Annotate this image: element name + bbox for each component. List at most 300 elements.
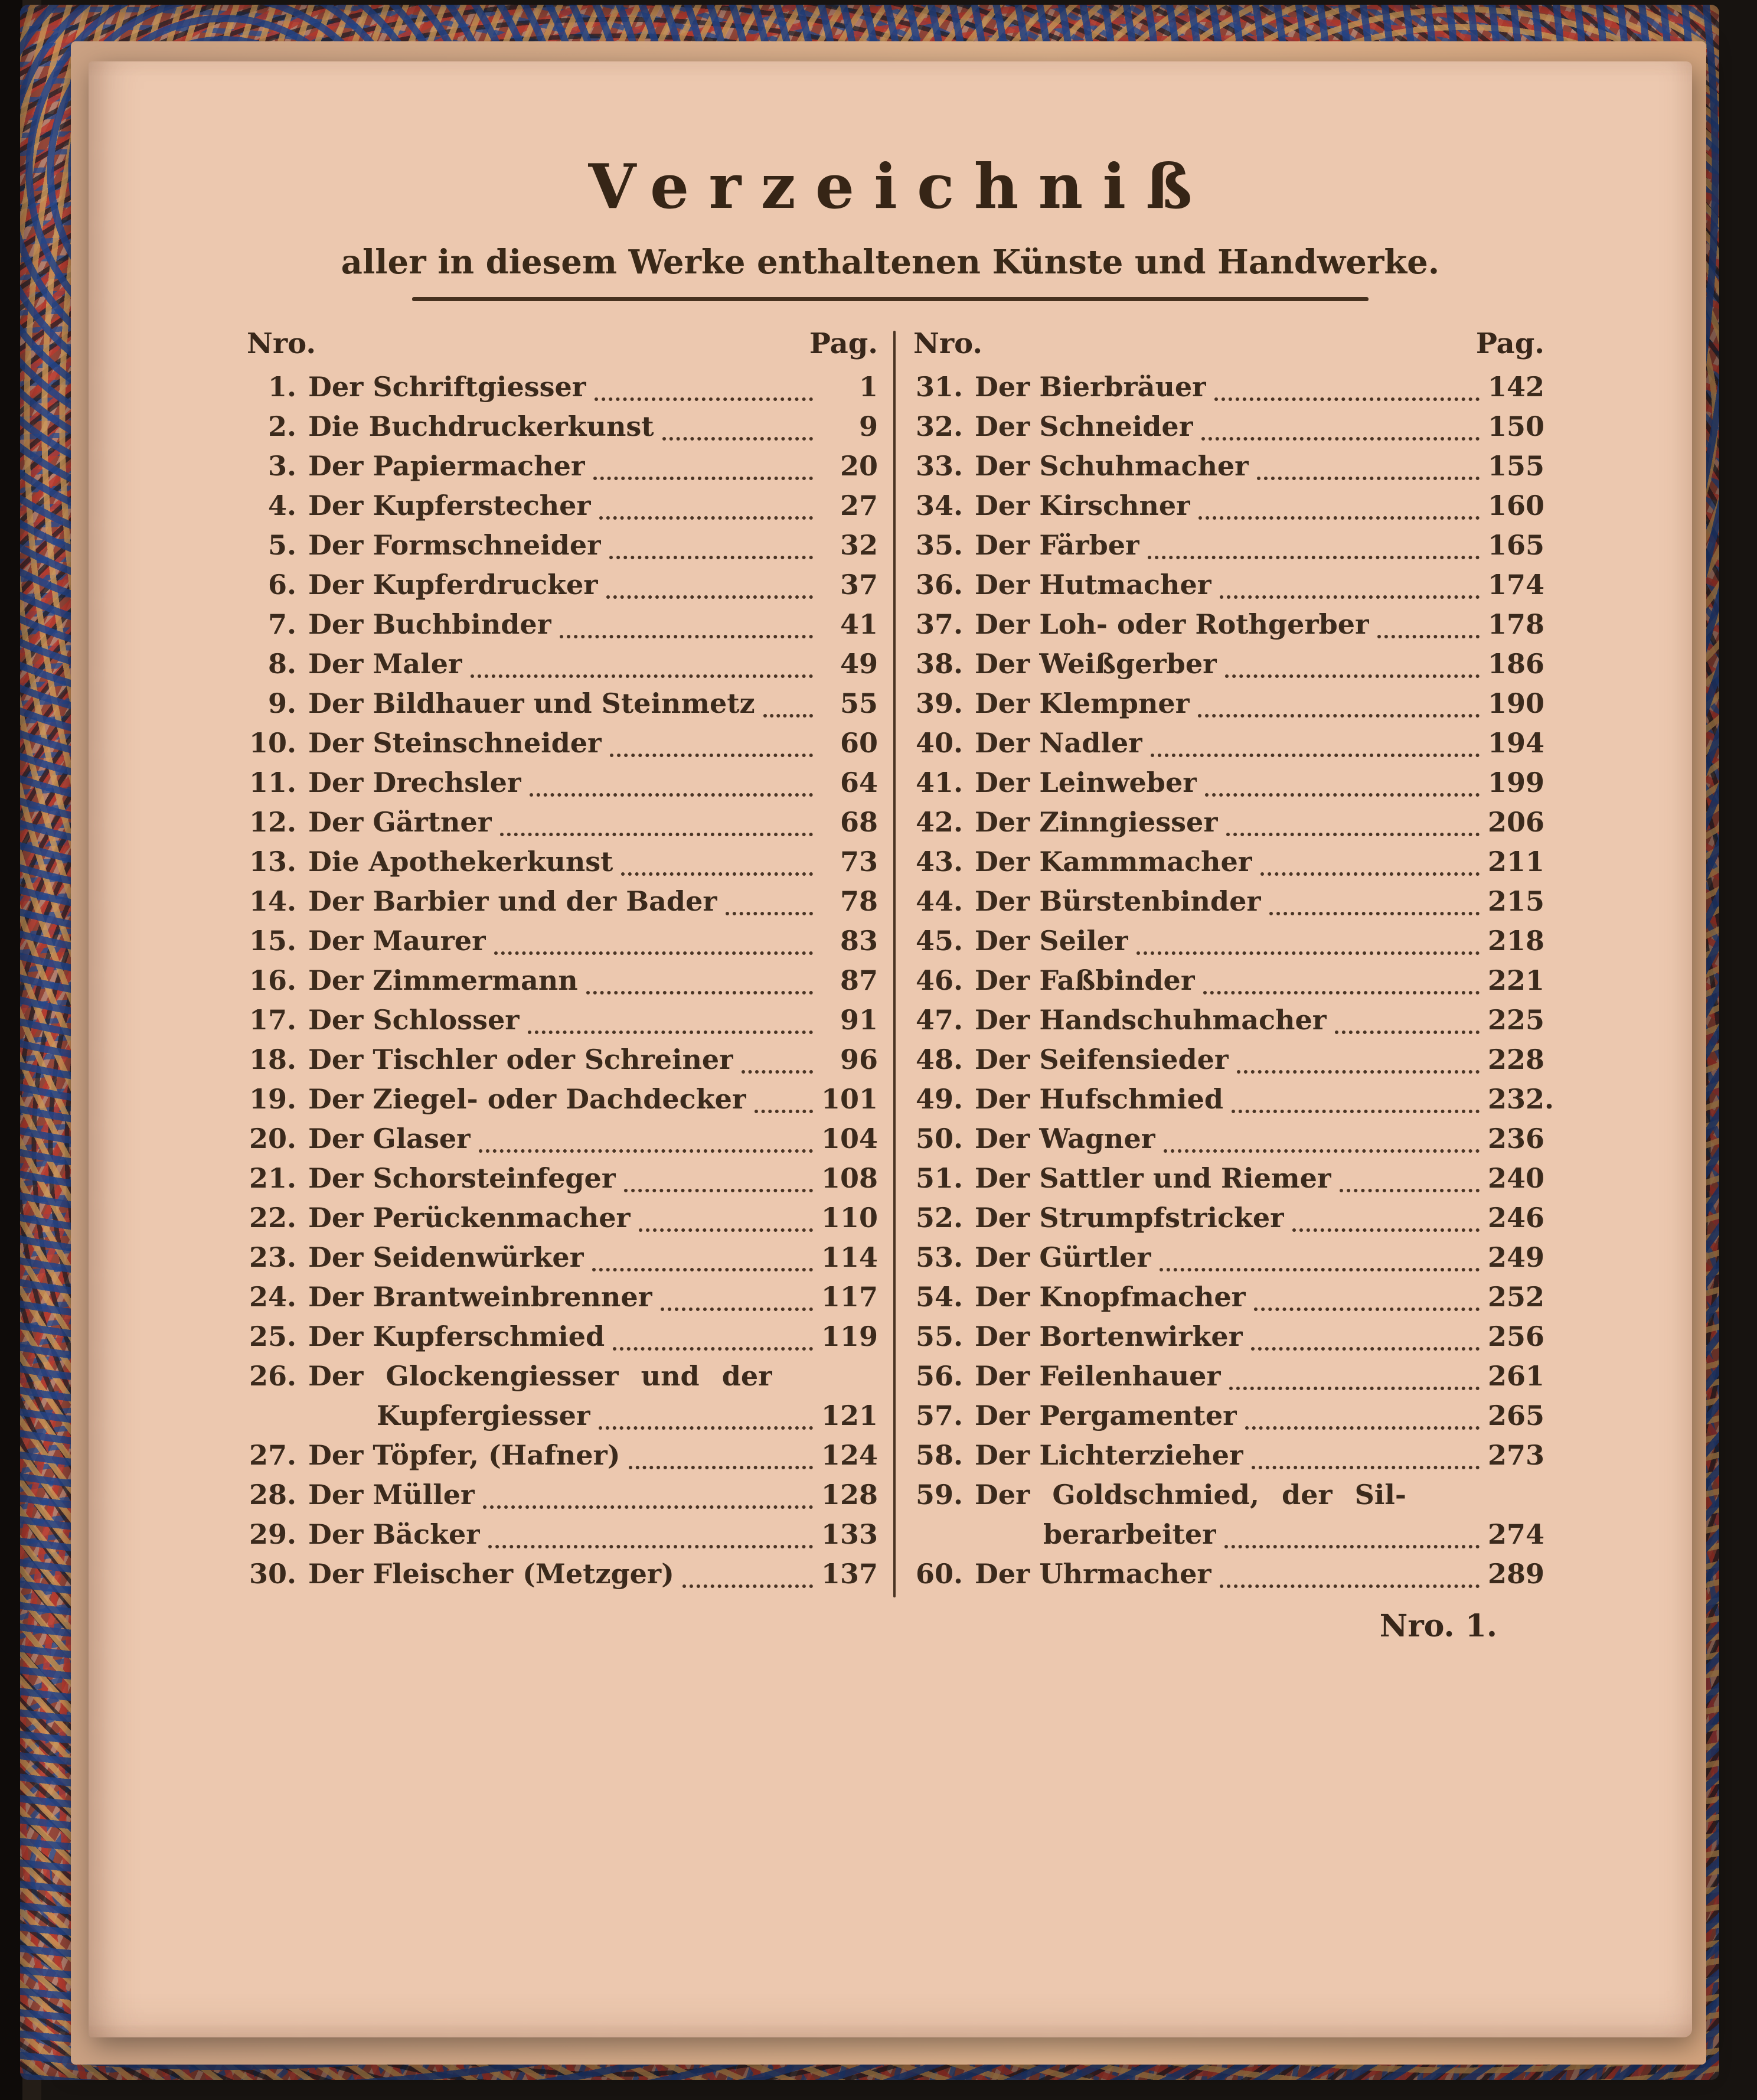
dot-leader: [609, 556, 813, 559]
toc-entry: [247, 1320, 878, 1360]
toc-entry-line: [913, 1083, 1554, 1123]
entry-number: 40.: [915, 727, 963, 759]
entry-page: 236: [1488, 1123, 1545, 1155]
toc-entry-line: [913, 410, 1544, 450]
entry-title: Der Seidenwürker: [308, 1241, 584, 1273]
toc-entry-line: [247, 1518, 878, 1558]
toc-entry-line: [913, 490, 1544, 529]
entry-title: Der Steinschneider: [308, 727, 602, 759]
entry-page: 165: [1488, 529, 1545, 561]
dot-leader: [726, 912, 813, 915]
entry-page: 91: [840, 1004, 878, 1036]
dot-leader: [1251, 1347, 1480, 1351]
entry-page: 27: [840, 490, 878, 521]
entry-page: 178: [1488, 608, 1545, 640]
toc-entry: [247, 1202, 878, 1241]
entry-title: Der Feilenhauer: [975, 1360, 1221, 1392]
toc-entry: [913, 1320, 1544, 1360]
entry-title: Der Hufschmied: [975, 1083, 1224, 1115]
entry-page: 228: [1488, 1044, 1545, 1075]
toc-entry: [247, 529, 878, 569]
entry-page: 83: [840, 925, 878, 957]
entry-number: 27.: [249, 1439, 296, 1471]
toc-entry: [913, 371, 1544, 410]
entry-page: 232.: [1488, 1083, 1554, 1115]
toc-entry: [913, 410, 1544, 450]
dot-leader: [1252, 1466, 1480, 1469]
entry-number: 49.: [915, 1083, 963, 1115]
dot-leader: [1205, 793, 1480, 797]
toc-entry-line: [247, 648, 878, 687]
dot-leader: [1335, 1031, 1480, 1034]
entry-number: 55.: [915, 1320, 963, 1352]
entry-number: 34.: [915, 490, 963, 521]
entry-title: Der Zimmermann: [308, 964, 578, 996]
toc-entry-line: [247, 727, 878, 767]
toc-entry-line: [913, 371, 1544, 410]
entry-page: 199: [1488, 767, 1545, 798]
dot-leader: [1203, 991, 1480, 994]
entry-title: Der Tischler oder Schreiner: [308, 1044, 734, 1075]
toc-rows-right: [913, 371, 1554, 1597]
entry-page: 78: [840, 885, 878, 917]
entry-number: 4.: [267, 490, 296, 521]
nro-header: Nro.: [247, 327, 316, 360]
toc-entry: [913, 885, 1544, 925]
dot-leader: [1201, 437, 1480, 441]
toc-entry: [247, 806, 878, 846]
entry-number: 58.: [915, 1439, 963, 1471]
toc-entry: [913, 1439, 1544, 1479]
entry-number: 36.: [915, 569, 963, 601]
entry-page: 68: [840, 806, 878, 838]
dot-leader: [1151, 754, 1480, 757]
entry-title: Der Kupferschmied: [308, 1320, 605, 1352]
entry-title: Der Formschneider: [308, 529, 602, 561]
toc-entry: [247, 1558, 878, 1597]
entry-number: 60.: [915, 1558, 963, 1590]
toc-entry-line: [913, 767, 1544, 806]
pag-header: Pag.: [809, 327, 878, 360]
entry-title: Der Klempner: [975, 687, 1190, 719]
toc-entry: [913, 1202, 1544, 1241]
toc-entry-line: [913, 1360, 1544, 1400]
entry-number: 3.: [267, 450, 296, 482]
entry-number: 41.: [915, 767, 963, 798]
toc-entry-line: [247, 569, 878, 608]
toc-entry: [247, 608, 878, 648]
entry-number: 15.: [249, 925, 296, 957]
dot-leader: [494, 951, 813, 955]
toc-entry-line: [247, 964, 878, 1004]
dot-leader: [1214, 397, 1480, 401]
dot-leader: [639, 1228, 813, 1232]
entry-title: Der Kammmacher: [975, 846, 1252, 878]
entry-title: Die Apothekerkunst: [308, 846, 613, 878]
toc-entry: [247, 410, 878, 450]
toc-entry: [913, 1281, 1544, 1320]
toc-entry-line: [913, 450, 1544, 490]
toc-entry: [913, 1241, 1544, 1281]
entry-title: Der Uhrmacher: [975, 1558, 1211, 1590]
entry-title: Der Ziegel- oder Dachdecker: [308, 1083, 747, 1115]
dot-leader: [479, 1149, 813, 1153]
entry-title: Der Zinngiesser: [975, 806, 1218, 838]
toc-entry: [247, 1123, 878, 1162]
entry-title: Der Buchbinder: [308, 608, 551, 640]
dot-leader: [1198, 714, 1480, 718]
entry-number: 22.: [249, 1202, 296, 1234]
entry-page: 215: [1488, 885, 1545, 917]
entry-page: 9: [858, 410, 878, 442]
dot-leader: [1225, 674, 1480, 678]
entry-page: 221: [1488, 964, 1545, 996]
dot-leader: [1160, 1268, 1480, 1271]
toc-entry-line: [913, 569, 1544, 608]
entry-page: 108: [821, 1162, 878, 1194]
entry-number: 54.: [915, 1281, 963, 1313]
toc-entry-line: [913, 925, 1544, 964]
entry-number: 6.: [267, 569, 296, 601]
entry-page: 96: [840, 1044, 878, 1075]
toc-entry-line: [913, 687, 1544, 727]
dot-leader: [1137, 951, 1480, 955]
dot-leader: [1148, 556, 1480, 559]
entry-number: 46.: [915, 964, 963, 996]
toc-entry: [913, 846, 1544, 885]
toc-entry: [913, 648, 1544, 687]
dot-leader: [661, 1307, 813, 1311]
entry-page: 1: [858, 371, 878, 403]
entry-number: 31.: [915, 371, 963, 403]
entry-title: Der Papiermacher: [308, 450, 586, 482]
toc-entry: [913, 687, 1544, 727]
entry-number: 52.: [915, 1202, 963, 1234]
entry-page: 133: [821, 1518, 878, 1550]
toc-entry-line: [247, 1202, 878, 1241]
entry-title: Der Kirschner: [975, 490, 1191, 521]
toc-entry: [247, 1083, 878, 1123]
entry-page: 265: [1488, 1400, 1545, 1431]
entry-page: 49: [840, 648, 878, 680]
toc-entry: [913, 1044, 1544, 1083]
toc-entry-line: [913, 648, 1544, 687]
entry-page: 41: [840, 608, 878, 640]
toc-entry: [913, 964, 1544, 1004]
entry-page: 110: [821, 1202, 878, 1234]
entry-title: Der Bildhauer und Steinmetz: [308, 687, 755, 719]
entry-number: 30.: [249, 1558, 296, 1590]
toc-entry-line: [247, 1241, 878, 1281]
toc-entry-line: [247, 1479, 878, 1518]
dot-leader: [1224, 1545, 1480, 1548]
entry-page: 240: [1488, 1162, 1545, 1194]
toc-entry-line: [247, 1558, 878, 1597]
entry-title: Der Weißgerber: [975, 648, 1217, 680]
entry-title: Der Seiler: [975, 925, 1129, 957]
entry-number: 9.: [267, 687, 296, 719]
entry-page: 104: [821, 1123, 878, 1155]
entry-page: 124: [821, 1439, 878, 1471]
toc-entry: [247, 1439, 878, 1479]
entry-number: 42.: [915, 806, 963, 838]
entry-title: Der Bäcker: [308, 1518, 481, 1550]
toc-entry: [913, 727, 1544, 767]
entry-title: Der Goldschmied, der Sil-: [975, 1479, 1406, 1511]
entry-number: 21.: [249, 1162, 296, 1194]
toc-entry-line: [913, 529, 1544, 569]
entry-number: 38.: [915, 648, 963, 680]
entry-page: 32: [840, 529, 878, 561]
entry-title: Der Töpfer, (Hafner): [308, 1439, 620, 1471]
entry-title: Der Glockengiesser und der: [308, 1360, 773, 1392]
toc-entry-line: [247, 450, 878, 490]
entry-page: 117: [821, 1281, 878, 1313]
toc-entry: [247, 1518, 878, 1558]
entry-title: Der Schneider: [975, 410, 1193, 442]
entry-page: 246: [1488, 1202, 1545, 1234]
dot-leader: [1245, 1426, 1480, 1430]
pag-header: Pag.: [1475, 327, 1544, 360]
entry-page: 119: [821, 1320, 878, 1352]
entry-number: 48.: [915, 1044, 963, 1075]
dot-leader: [560, 635, 813, 638]
entry-number: 2.: [267, 410, 296, 442]
dot-leader: [1229, 1387, 1480, 1390]
dot-leader: [586, 991, 813, 994]
entry-number: 57.: [915, 1400, 963, 1431]
entry-page: 128: [821, 1479, 878, 1511]
toc-entry: [247, 1479, 878, 1518]
entry-number: 51.: [915, 1162, 963, 1194]
dot-leader: [610, 754, 813, 757]
toc-entry-line: [247, 925, 878, 964]
entry-number: 20.: [249, 1123, 296, 1155]
dot-leader: [500, 833, 813, 836]
toc-entry: [247, 846, 878, 885]
toc-entry: [247, 648, 878, 687]
entry-page: 186: [1488, 648, 1545, 680]
entry-title: Der Perückenmacher: [308, 1202, 631, 1234]
entry-title: Der Schlosser: [308, 1004, 520, 1036]
dot-leader: [488, 1545, 813, 1548]
entry-number: 12.: [249, 806, 296, 838]
entry-number: 43.: [915, 846, 963, 878]
toc-entry-line: [913, 1320, 1544, 1360]
entry-title: Der Sattler und Riemer: [975, 1162, 1332, 1194]
entry-page: 174: [1488, 569, 1545, 601]
toc-entry: [247, 490, 878, 529]
dot-leader: [682, 1584, 813, 1588]
toc-entry-line: [247, 490, 878, 529]
toc-entry: [247, 964, 878, 1004]
entry-page: 20: [840, 450, 878, 482]
entry-page: 121: [821, 1400, 878, 1431]
dot-leader: [629, 1466, 813, 1469]
entry-number: 16.: [249, 964, 296, 996]
toc-entry: [247, 1241, 878, 1281]
entry-number: 17.: [249, 1004, 296, 1036]
dot-leader: [530, 793, 813, 797]
toc-entry-line: [247, 687, 878, 727]
entry-title: Der Maurer: [308, 925, 486, 957]
toc-entry: [247, 1162, 878, 1202]
dot-leader: [528, 1031, 813, 1034]
toc-entry: [247, 687, 878, 727]
table-of-contents: [247, 327, 1554, 1597]
entry-title: Der Pergamenter: [975, 1400, 1237, 1431]
toc-entry: [913, 1162, 1544, 1202]
entry-page: 55: [840, 687, 878, 719]
toc-entry: [913, 569, 1544, 608]
entry-page: 289: [1488, 1558, 1545, 1590]
entry-title: Der Brantweinbrenner: [308, 1281, 652, 1313]
entry-title: Der Färber: [975, 529, 1140, 561]
toc-entry: [913, 1558, 1544, 1597]
entry-page: 87: [840, 964, 878, 996]
entry-title: Der Drechsler: [308, 767, 522, 798]
dot-leader: [613, 1347, 813, 1351]
toc-entry-line: [913, 1123, 1544, 1162]
dot-leader: [1260, 872, 1480, 876]
entry-title: Der Seifensieder: [975, 1044, 1229, 1075]
toc-entry-line: [247, 1320, 878, 1360]
toc-entry-line: [913, 1281, 1544, 1320]
page-title: Verzeichniß: [588, 150, 1212, 223]
page-subtitle: aller in diesem Werke enthaltenen Künste und Handwerke.: [341, 243, 1440, 282]
entry-number: 33.: [915, 450, 963, 482]
entry-page: 218: [1488, 925, 1545, 957]
dot-leader: [1269, 912, 1480, 915]
entry-number: 5.: [267, 529, 296, 561]
toc-entry-line: [913, 846, 1544, 885]
entry-page: 261: [1488, 1360, 1545, 1392]
entry-page: 137: [821, 1558, 878, 1590]
entry-title: Der Gärtner: [308, 806, 492, 838]
entry-title: Der Fleischer (Metzger): [308, 1558, 674, 1590]
entry-page: 252: [1488, 1281, 1545, 1313]
entry-title: Der Glaser: [308, 1123, 471, 1155]
entry-page: 206: [1488, 806, 1545, 838]
toc-entry-line: [247, 767, 878, 806]
entry-number: 25.: [249, 1320, 296, 1352]
entry-title: Der Gürtler: [975, 1241, 1151, 1273]
toc-entry-line: [913, 806, 1544, 846]
title-rule: [412, 297, 1369, 301]
toc-entry: [913, 1123, 1544, 1162]
entry-title: Der Barbier und der Bader: [308, 885, 717, 917]
entry-title: Der Kupferdrucker: [308, 569, 598, 601]
toc-entry-line: [913, 1241, 1544, 1281]
entry-number: 44.: [915, 885, 963, 917]
toc-entry: [913, 925, 1544, 964]
toc-entry-line: [247, 410, 878, 450]
entry-number: 14.: [249, 885, 296, 917]
entry-number: 39.: [915, 687, 963, 719]
column-header-left: [247, 327, 878, 371]
entry-page: 256: [1488, 1320, 1545, 1352]
entry-page: 160: [1488, 490, 1545, 521]
entry-number: 11.: [249, 767, 296, 798]
dot-leader: [599, 1426, 813, 1430]
toc-entry-line: [247, 608, 878, 648]
dot-leader: [595, 397, 813, 401]
toc-entry-line: [913, 1439, 1544, 1479]
entry-number: 59.: [915, 1479, 963, 1511]
entry-title: Der Schorsteinfeger: [308, 1162, 616, 1194]
dot-leader: [1340, 1189, 1480, 1192]
toc-entry: [913, 608, 1544, 648]
entry-number: 37.: [915, 608, 963, 640]
toc-entry-line: [913, 1004, 1544, 1044]
toc-entry-line: [913, 727, 1544, 767]
toc-entry: [247, 727, 878, 767]
toc-entry: [247, 925, 878, 964]
toc-entry: [913, 1479, 1544, 1558]
dot-leader: [1292, 1228, 1480, 1232]
dot-leader: [1198, 516, 1480, 520]
toc-entry-line: [247, 1083, 878, 1123]
entry-title: Der Handschuhmacher: [975, 1004, 1327, 1036]
toc-entry: [247, 450, 878, 490]
toc-entry-line: [913, 1162, 1544, 1202]
entry-page: 274: [1488, 1518, 1545, 1550]
dot-leader: [755, 1110, 813, 1113]
toc-entry-line: [247, 1360, 878, 1400]
entry-title: Der Bortenwirker: [975, 1320, 1243, 1352]
dot-leader: [1232, 1110, 1480, 1113]
toc-rows-left: [247, 371, 878, 1597]
toc-entry: [247, 885, 878, 925]
entry-title: Der Hutmacher: [975, 569, 1211, 601]
entry-title: Der Nadler: [975, 727, 1143, 759]
dot-leader: [621, 872, 813, 876]
toc-entry: [247, 767, 878, 806]
entry-page: 150: [1488, 410, 1545, 442]
entry-number: 8.: [267, 648, 296, 680]
entry-title: Der Kupferstecher: [308, 490, 591, 521]
entry-number: 23.: [249, 1241, 296, 1273]
entry-title-continued: Kupfergiesser: [377, 1400, 591, 1431]
entry-number: 1.: [267, 371, 296, 403]
dot-leader: [483, 1505, 813, 1509]
entry-page: 155: [1488, 450, 1545, 482]
entry-title-continued: berarbeiter: [1043, 1518, 1217, 1550]
nro-header: Nro.: [913, 327, 983, 360]
toc-entry: [913, 1083, 1554, 1123]
toc-entry: [913, 450, 1544, 490]
dot-leader: [1254, 1307, 1480, 1311]
toc-entry-line: [247, 1004, 878, 1044]
toc-entry-line: [247, 1400, 878, 1439]
entry-number: 47.: [915, 1004, 963, 1036]
entry-number: 18.: [249, 1044, 296, 1075]
entry-title: Der Müller: [308, 1479, 475, 1511]
column-header-right: [913, 327, 1544, 371]
toc-entry-line: [247, 1439, 878, 1479]
dot-leader: [624, 1189, 813, 1192]
dot-leader: [1220, 1584, 1480, 1588]
entry-title: Der Leinweber: [975, 767, 1197, 798]
entry-title: Der Lichterzieher: [975, 1439, 1244, 1471]
toc-entry: [247, 1281, 878, 1320]
toc-entry-line: [913, 885, 1544, 925]
entry-title: Der Loh- oder Rothgerber: [975, 608, 1370, 640]
entry-number: 32.: [915, 410, 963, 442]
entry-number: 29.: [249, 1518, 296, 1550]
entry-title: Der Wagner: [975, 1123, 1155, 1155]
dot-leader: [1220, 595, 1480, 599]
